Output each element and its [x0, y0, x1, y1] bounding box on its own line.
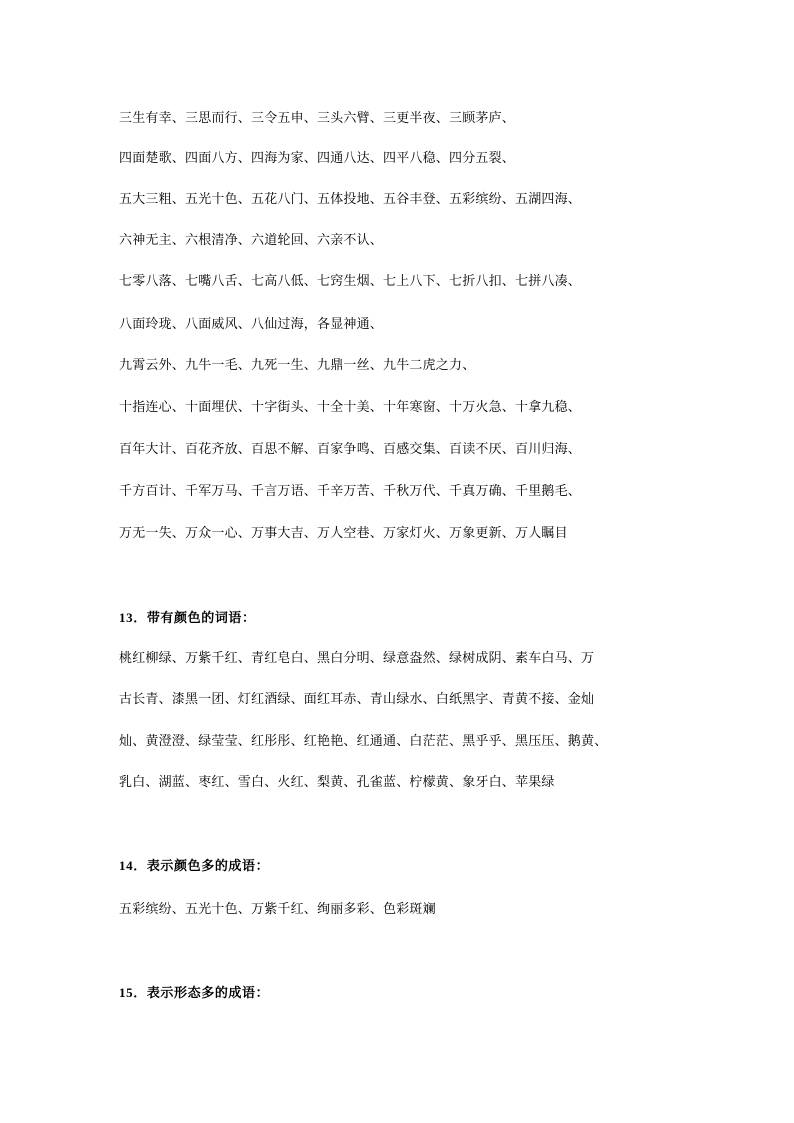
idiom-line-liu: 六神无主、六根清净、六道轮回、六亲不认、: [119, 233, 384, 248]
idiom-line-san: 三生有幸、三思而行、三令五申、三头六臂、三更半夜、三顾茅庐、: [119, 111, 516, 126]
section-13-heading: [119, 610, 256, 627]
section-15-number: 15．: [119, 985, 147, 1000]
section-13-line: 古长青、漆黑一团、灯红酒绿、面红耳赤、青山绿水、白纸黑字、青黄不接、金灿: [119, 692, 595, 707]
section-14-number: 14．: [119, 858, 147, 873]
section-14-line: 五彩缤纷、五光十色、万紫千红、绚丽多彩、色彩斑斓: [119, 902, 436, 917]
section-14-title: 表示颜色多的成语：: [146, 859, 270, 874]
idiom-line-ba: 八面玲珑、八面威风、八仙过海，各显神通、: [119, 317, 384, 332]
section-13-line: 桃红柳绿、万紫千红、青红皂白、黑白分明、绿意盎然、绿树成阴、素车白马、万: [119, 651, 595, 666]
idiom-line-qi: 七零八落、七嘴八舌、七高八低、七窍生烟、七上八下、七折八扣、七拼八凑、: [119, 274, 582, 289]
section-13-number: 13．: [119, 610, 147, 625]
idiom-line-si: 四面楚歌、四面八方、四海为家、四通八达、四平八稳、四分五裂、: [119, 151, 516, 166]
section-13-title: 带有颜色的词语：: [146, 611, 256, 626]
section-13-line: 灿、黄澄澄、绿莹莹、红彤彤、红艳艳、红通通、白茫茫、黑乎乎、黑压压、鹅黄、: [119, 734, 608, 749]
idiom-line-shi: 十指连心、十面埋伏、十字街头、十全十美、十年寒窗、十万火急、十拿九稳、: [119, 400, 582, 415]
section-13-line: 乳白、湖蓝、枣红、雪白、火红、梨黄、孔雀蓝、柠檬黄、象牙白、苹果绿: [119, 775, 555, 790]
idiom-line-jiu: 九霄云外、九牛一毛、九死一生、九鼎一丝、九牛二虎之力、: [119, 358, 476, 373]
idiom-line-wu: 五大三粗、五光十色、五花八门、五体投地、五谷丰登、五彩缤纷、五湖四海、: [119, 192, 582, 207]
section-14-heading: [119, 858, 269, 875]
idiom-line-qian: 千方百计、千军万马、千言万语、千辛万苦、千秋万代、千真万确、千里鹅毛、: [119, 484, 582, 499]
idiom-line-bai: 百年大计、百花齐放、百思不解、百家争鸣、百感交集、百读不厌、百川归海、: [119, 442, 582, 457]
section-15-title: 表示形态多的成语：: [146, 986, 270, 1001]
idiom-line-wan: 万无一失、万众一心、万事大吉、万人空巷、万家灯火、万象更新、万人瞩目: [119, 526, 568, 541]
section-15-heading: [119, 985, 269, 1002]
